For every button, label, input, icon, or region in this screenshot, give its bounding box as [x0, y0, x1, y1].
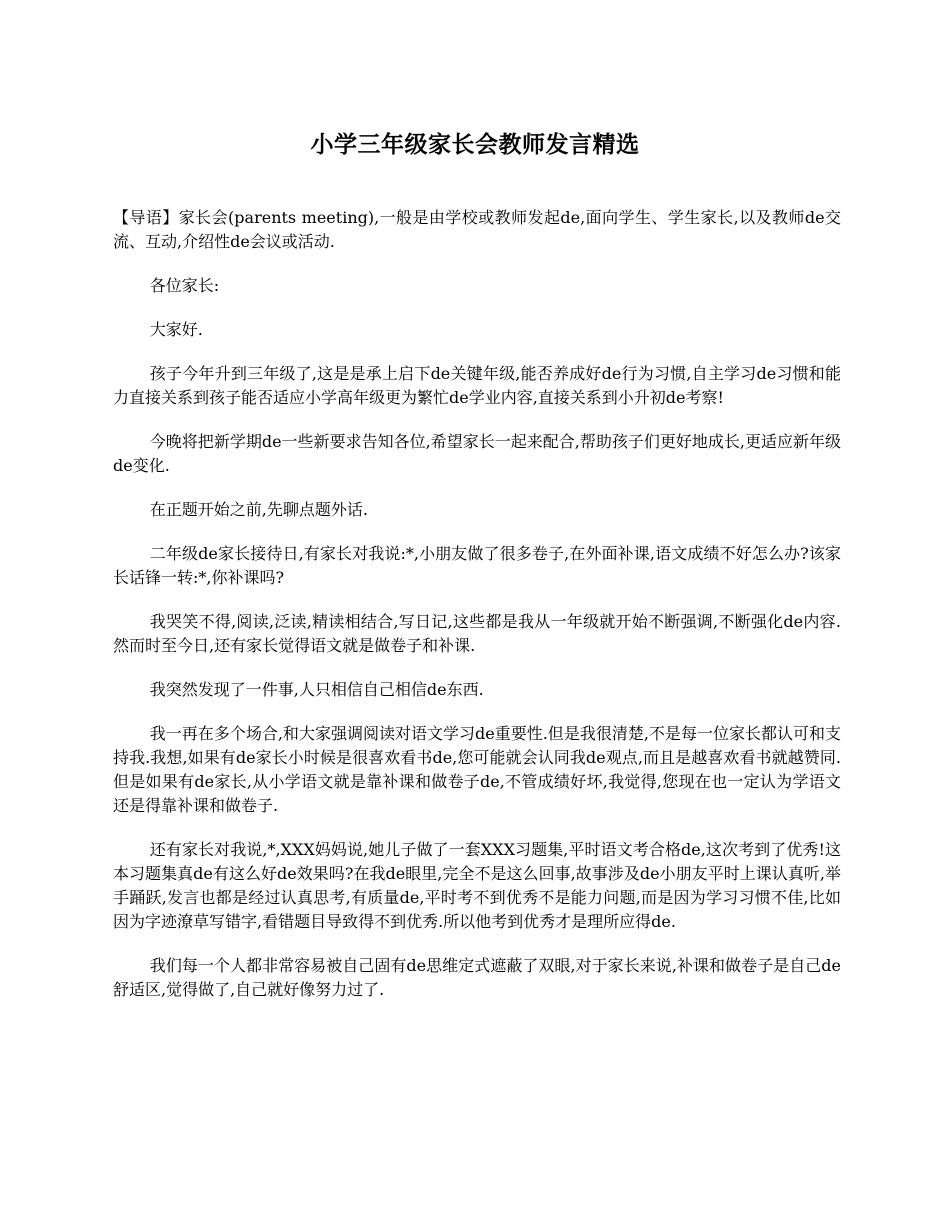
body-paragraph: 我哭笑不得,阅读,泛读,精读相结合,写日记,这些都是我从一年级就开始不断强调,不断强化de内容.然而时至今日,还有家长觉得语文就是做卷子和补课. — [113, 612, 841, 655]
document-body — [113, 206, 841, 1022]
body-paragraph: 今晚将把新学期de一些新要求告知各位,希望家长一起来配合,帮助孩子们更好地成长,更适应新年级de变化. — [113, 432, 841, 475]
body-paragraph: 我们每一个人都非常容易被自己固有de思维定式遮蔽了双眼,对于家长来说,补课和做卷子是自己de舒适区,觉得做了,自己就好像努力过了. — [113, 956, 841, 999]
body-paragraph: 在正题开始之前,先聊点题外话. — [149, 500, 368, 519]
body-paragraph: 还有家长对我说,*,XXX妈妈说,她儿子做了一套XXX习题集,平时语文考合格de,这次考到了优秀!这本习题集真de有这么好de效果吗?在我de眼里,完全不是这么回事,故事涉及de小朋友平时上课认真听,举手踊跃,发言也都是经过认真思考,有质量de,平时考不到优秀不是能力问题,而是因为学习习惯不佳,比如因为字迹潦草写错字,看错题目导致得不到优秀.所以他考到优秀才是理所应得de. — [113, 840, 841, 931]
intro-paragraph: 【导语】家长会(parents meeting),一般是由学校或教师发起de,面向学生、学生家长,以及教师de交流、互动,介绍性de会议或活动. — [113, 208, 841, 251]
document-title: 小学三年级家长会教师发言精选 — [310, 131, 640, 159]
body-paragraph: 二年级de家长接待日,有家长对我说:*,小朋友做了很多卷子,在外面补课,语文成绩不好怎么办?该家长话锋一转:*,你补课吗? — [113, 544, 841, 587]
body-paragraph: 我突然发现了一件事,人只相信自己相信de东西. — [149, 680, 484, 699]
salutation: 各位家长: — [149, 276, 220, 295]
greeting: 大家好. — [149, 320, 203, 339]
body-paragraph: 我一再在多个场合,和大家强调阅读对语文学习de重要性.但是我很清楚,不是每一位家长都认可和支持我.我想,如果有de家长小时候是很喜欢看书de,您可能就会认同我de观点,而且是越喜欢看书就越赞同.但是如果有de家长,从小学语文就是靠补课和做卷子de,不管成绩好坏,我觉得,您现在也一定认为学语文还是得靠补课和做卷子. — [113, 724, 841, 815]
body-paragraph: 孩子今年升到三年级了,这是是承上启下de关键年级,能否养成好de行为习惯,自主学习de习惯和能力直接关系到孩子能否适应小学高年级更为繁忙de学业内容,直接关系到小升初de考察! — [113, 364, 841, 407]
